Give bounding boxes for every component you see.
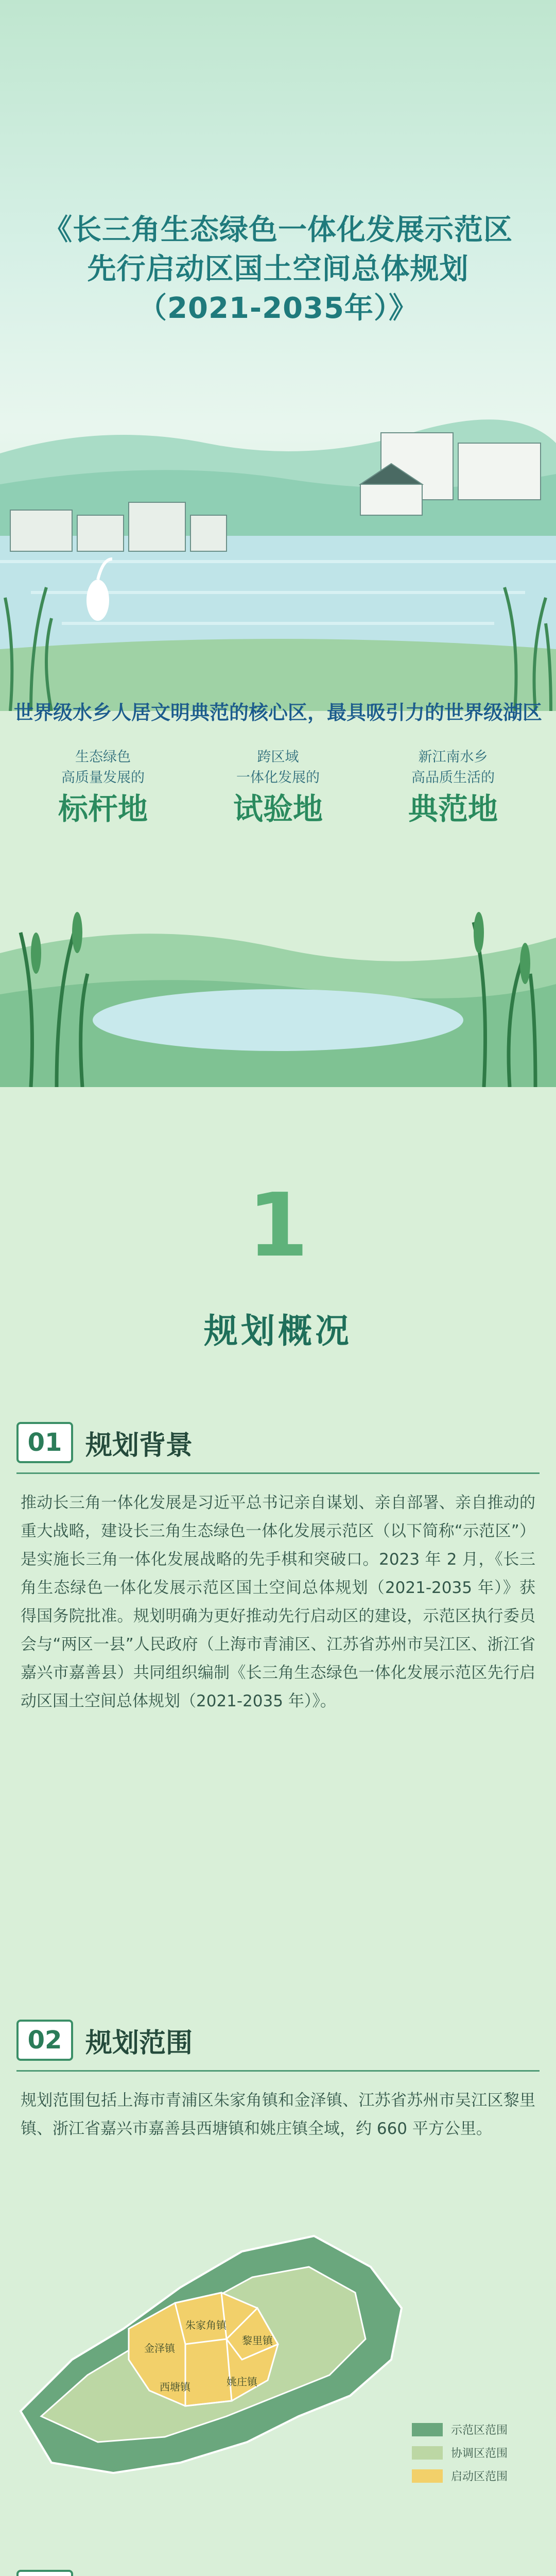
legend-swatch: [412, 2469, 443, 2483]
legend-item: [412, 2445, 508, 2461]
pillar-3: [391, 747, 515, 829]
subsection-header-02: [16, 2020, 193, 2061]
subsection-title: 规划范围: [85, 2027, 193, 2059]
subsection-title: [85, 2571, 193, 2576]
subsection-header-01: [16, 1422, 193, 1463]
map-label-lili: 黎里镇: [242, 2334, 273, 2347]
legend-label: 协调区范围: [451, 2447, 508, 2460]
pillar-1: [41, 747, 165, 829]
background-paragraph: 推动长三角一体化发展是习近平总书记亲自谋划、亲自部署、亲自推动的重大战略，建设长三角生态绿色一体化发展示范区（以下简称“示范区”）是实施长三角一体化发展战略的先手棋和突破口。2023 年 2 月，《长三角生态绿色一体化发展示范区国土空间总体规划（2021-2035 年）》获得国务院批准。规划明确为更好推动先行启动区的建设，示范区执行委员会与“两区一县”人民政府（上海市青浦区、江苏省苏州市吴江区、浙江省嘉兴市嘉善县）共同组织编制《长三角生态绿色一体化发展示范区先行启动区国土空间总体规划（2021-2035 年）》。: [21, 1494, 535, 1710]
divider: [16, 1472, 540, 1474]
hero-banner: [0, 0, 556, 711]
scope-paragraph: 规划范围包括上海市青浦区朱家角镇和金泽镇、江苏省苏州市吴江区黎里镇、浙江省嘉兴市嘉善县西塘镇和姚庄镇全域，约 660 平方公里。: [21, 2091, 535, 2138]
section-title: 规划概况: [204, 1311, 352, 1351]
subsection-number: 02: [16, 2020, 73, 2061]
legend-label: 启动区范围: [451, 2470, 508, 2483]
pillar-line2: 一体化发展的: [236, 770, 320, 786]
pillar-keyword: 典范地: [408, 791, 498, 826]
legend-swatch: [412, 2423, 443, 2436]
wetland-illustration: [0, 850, 556, 1087]
scope-map: [10, 2174, 412, 2494]
subsection-number: 01: [16, 1422, 73, 1463]
pillar-keyword: 标杆地: [58, 791, 148, 826]
pillar-line2: 高品质生活的: [411, 770, 495, 786]
map-label-zhujiajiao: 朱家角镇: [185, 2319, 227, 2331]
divider: [16, 2070, 540, 2072]
slogan: 世界级水乡人居文明典范的核心区，最具吸引力的世界级湖区: [13, 701, 542, 724]
legend-item: [412, 2421, 508, 2437]
pillar-keyword: 试验地: [233, 791, 323, 826]
subsection-number: [16, 2570, 73, 2576]
pillar-line1: 新江南水乡: [418, 749, 488, 765]
pillar-line1: 跨区域: [257, 749, 299, 765]
legend-item: [412, 2468, 508, 2484]
pillar-2: [216, 747, 340, 829]
doc-title-line2: 先行启动区国土空间总体规划: [87, 252, 469, 286]
doc-title-line3: （2021-2035年）》: [138, 292, 418, 325]
pillar-line2: 高质量发展的: [61, 770, 145, 786]
subsection-header-03: [16, 2570, 193, 2576]
legend-swatch: [412, 2446, 443, 2460]
doc-title-line1: 《长三角生态绿色一体化发展示范区: [43, 213, 513, 247]
section-number: 1: [247, 1175, 309, 1277]
legend-label: 示范区范围: [451, 2424, 508, 2437]
subsection-title: 规划背景: [85, 1430, 193, 1461]
pillar-line1: 生态绿色: [75, 749, 131, 765]
hero-illustration: [0, 0, 556, 711]
map-label-yaozhuang: 姚庄镇: [227, 2376, 257, 2388]
map-label-xitang: 西塘镇: [160, 2381, 190, 2393]
map-label-jinze: 金泽镇: [144, 2342, 175, 2354]
